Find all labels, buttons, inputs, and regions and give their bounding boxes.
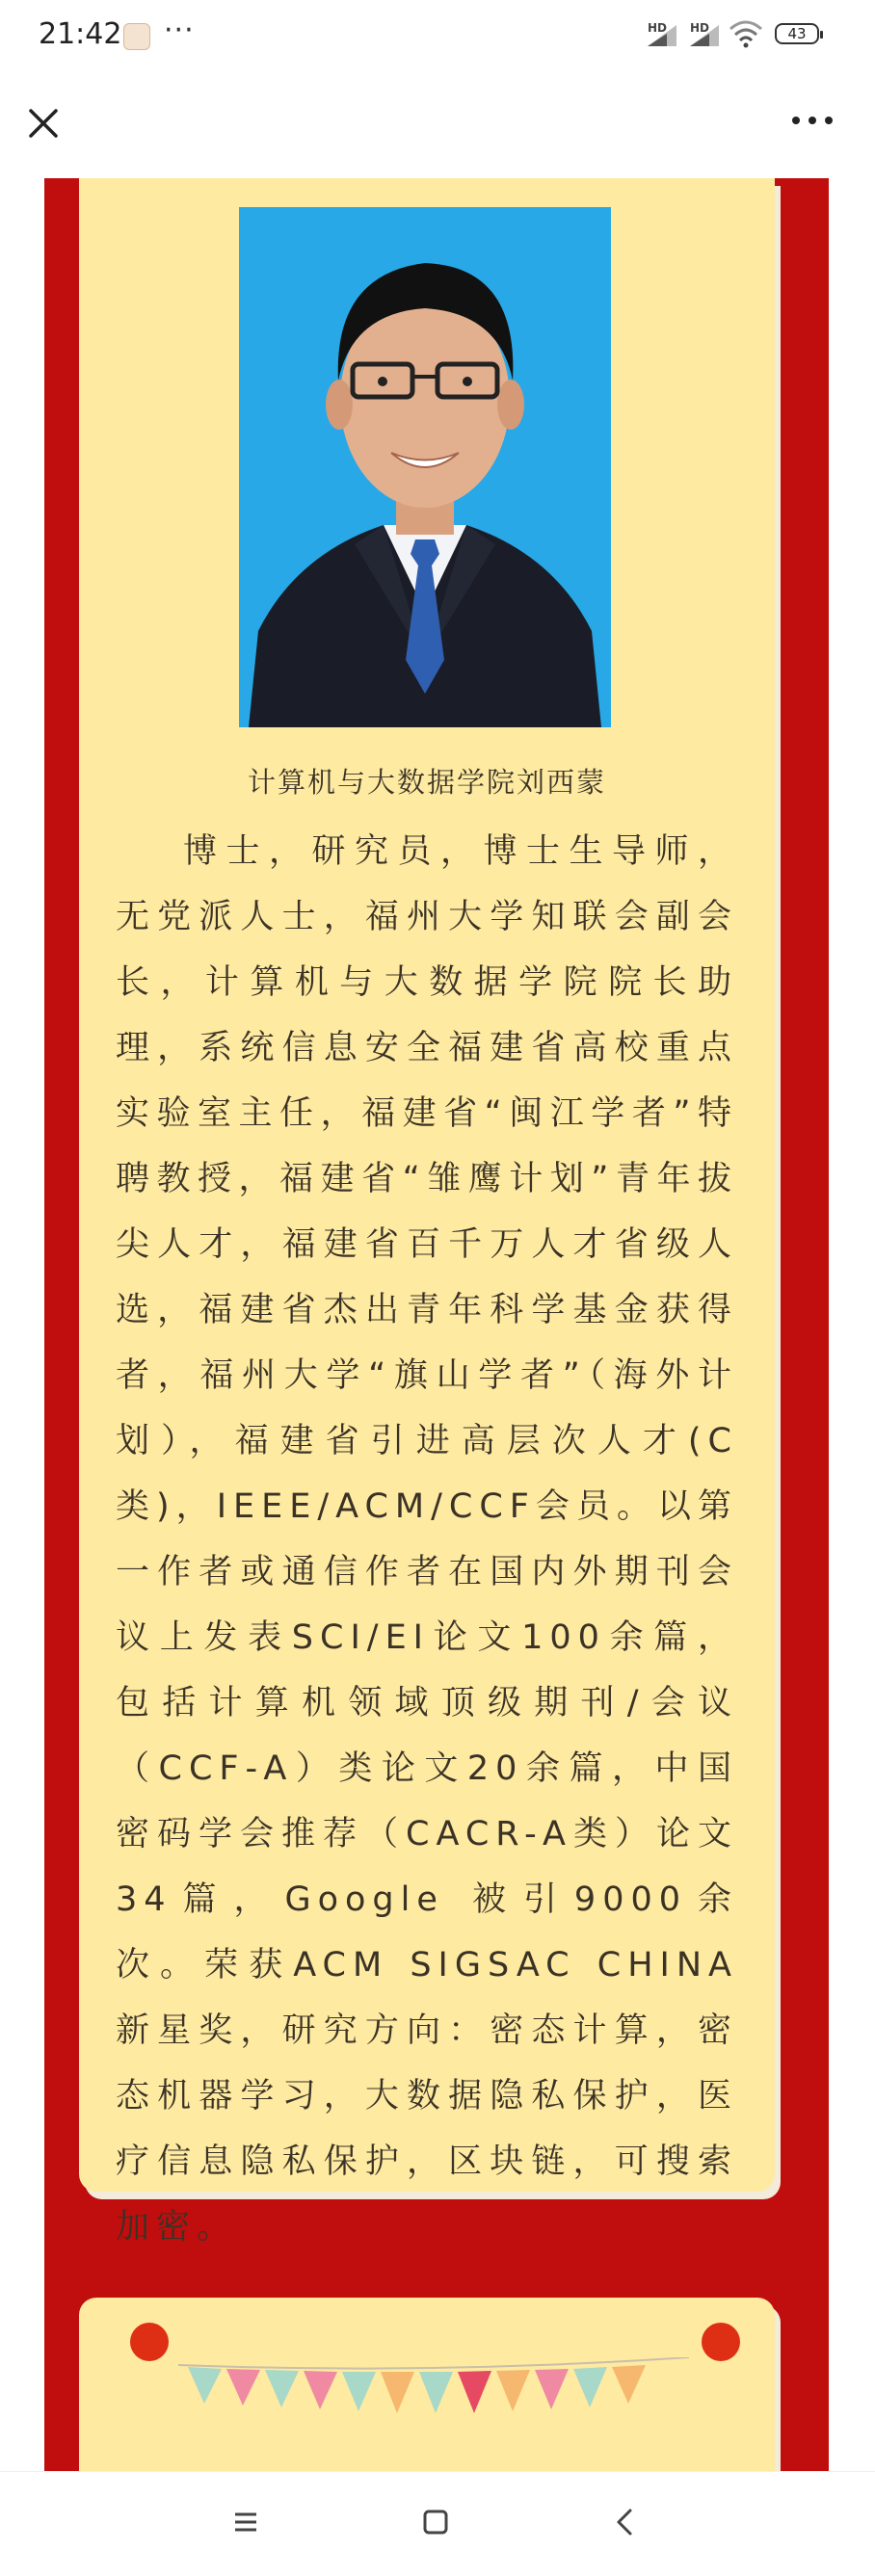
portrait-image [239, 207, 611, 727]
battery-indicator: 43 [775, 23, 819, 44]
back-icon[interactable] [613, 2507, 636, 2537]
decorative-dot-right [702, 2323, 740, 2361]
profile-photo [239, 207, 611, 727]
hd-label: HD [648, 21, 668, 35]
photo-caption: 计算机与大数据学院刘西蒙 [247, 766, 606, 799]
status-bar [0, 0, 875, 72]
system-nav-bar [0, 2471, 875, 2576]
signal-icon-2 [686, 23, 721, 48]
close-icon[interactable] [19, 99, 67, 147]
home-icon[interactable] [422, 2509, 449, 2536]
app-notification-icon [123, 23, 150, 50]
top-nav-bar [0, 72, 875, 179]
status-time: 21:42 [39, 17, 122, 51]
bunting-decoration [178, 2357, 689, 2434]
notification-more-icon: ··· [164, 13, 195, 47]
menu-icon[interactable] [231, 2509, 260, 2536]
more-icon[interactable] [788, 111, 836, 130]
decorative-dot-left [130, 2323, 169, 2361]
hd-label-2: HD [690, 21, 710, 35]
article-content [0, 178, 875, 2471]
signal-icon [644, 23, 678, 48]
wifi-icon [729, 19, 763, 48]
bio-paragraph: 博士，研究员，博士生导师，无党派人士，福州大学知联会副会长，计算机与大数据学院院长助理，系统信息安全福建省高校重点实验室主任，福建省“闽江学者”特聘教授，福建省“雏鹰计划”青年拔尖人才，福建省百千万人才省级人选，福建省杰出青年科学基金获得者，福州大学“旗山学者”（海外计划），福建省引进高层次人才(C类)，IEEE/ACM/CCF会员。以第一作者或通信作者在国内外期刊会议上发表SCI/EI论文100余篇，包括计算机领域顶级期刊/会议（CCF-A）类论文20余篇，中国密码学会推荐（CACR-A类）论文34篇，Google 被引9000余次。荣获ACM SIGSAC CHINA 新星奖，研究方向：密态计算，密态机器学习，大数据隐私保护，医疗信息隐私保护，区块链，可搜索加密。 [116, 832, 738, 2247]
